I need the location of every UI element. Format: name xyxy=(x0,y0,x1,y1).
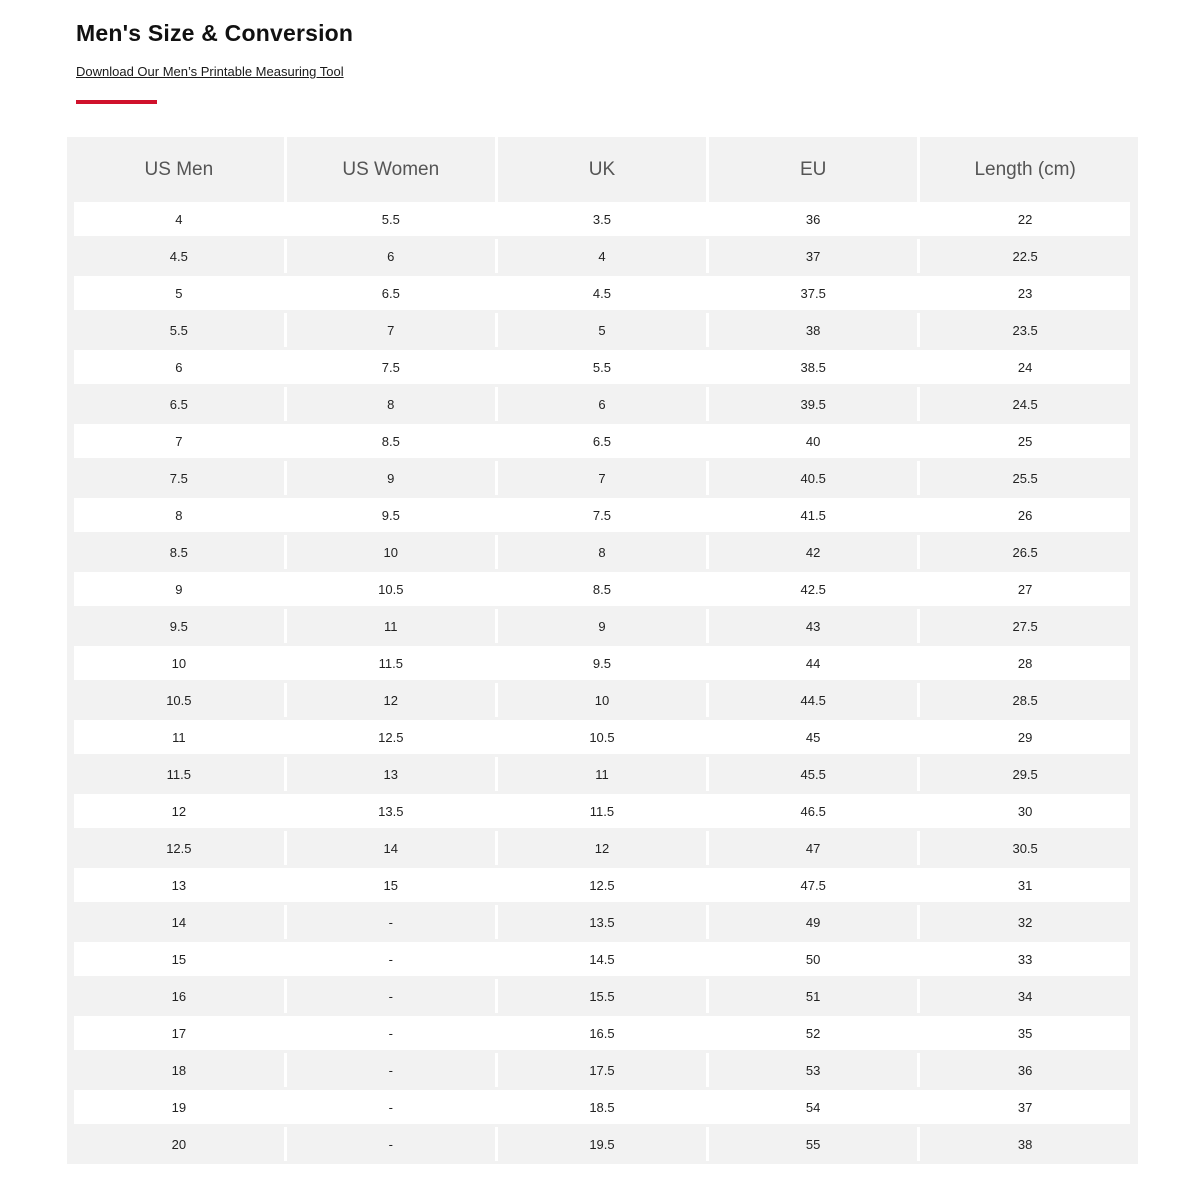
table-cell-uk: 7 xyxy=(496,460,707,497)
table-cell-us-women: - xyxy=(285,1089,496,1126)
table-cell-eu: 47.5 xyxy=(708,867,919,904)
table-cell-us-men: 6.5 xyxy=(74,386,285,423)
table-cell-eu: 37.5 xyxy=(708,275,919,312)
table-cell-uk: 8 xyxy=(496,534,707,571)
table-row xyxy=(74,793,1130,830)
table-cell-us-men: 16 xyxy=(74,978,285,1015)
table-cell-length-cm: 27.5 xyxy=(919,608,1130,645)
table-cell-length-cm: 26.5 xyxy=(919,534,1130,571)
table-cell-eu: 41.5 xyxy=(708,497,919,534)
table-cell-us-men: 12 xyxy=(74,793,285,830)
table-cell-uk: 5 xyxy=(496,312,707,349)
table-cell-eu: 38 xyxy=(708,312,919,349)
accent-divider xyxy=(76,100,157,104)
table-row xyxy=(74,941,1130,978)
table-cell-length-cm: 22 xyxy=(919,202,1130,238)
table-cell-uk: 5.5 xyxy=(496,349,707,386)
table-cell-us-women: 6 xyxy=(285,238,496,275)
table-cell-eu: 52 xyxy=(708,1015,919,1052)
table-cell-us-women: 13.5 xyxy=(285,793,496,830)
table-row xyxy=(74,978,1130,1015)
download-measuring-tool-link[interactable]: Download Our Men’s Printable Measuring Tool xyxy=(76,64,344,79)
table-cell-eu: 40 xyxy=(708,423,919,460)
table-cell-us-men: 11.5 xyxy=(74,756,285,793)
table-cell-eu: 51 xyxy=(708,978,919,1015)
table-header-row xyxy=(74,137,1130,202)
table-cell-eu: 45 xyxy=(708,719,919,756)
table-cell-eu: 39.5 xyxy=(708,386,919,423)
table-cell-us-women: 14 xyxy=(285,830,496,867)
table-row xyxy=(74,1052,1130,1089)
table-cell-eu: 45.5 xyxy=(708,756,919,793)
table-cell-uk: 17.5 xyxy=(496,1052,707,1089)
table-row xyxy=(74,682,1130,719)
table-cell-us-men: 9 xyxy=(74,571,285,608)
table-row xyxy=(74,386,1130,423)
table-row xyxy=(74,460,1130,497)
table-cell-uk: 15.5 xyxy=(496,978,707,1015)
table-cell-us-women: 8 xyxy=(285,386,496,423)
table-cell-uk: 19.5 xyxy=(496,1126,707,1163)
table-cell-uk: 6 xyxy=(496,386,707,423)
table-cell-us-men: 9.5 xyxy=(74,608,285,645)
table-cell-eu: 36 xyxy=(708,202,919,238)
table-cell-length-cm: 29 xyxy=(919,719,1130,756)
column-header-length-cm: Length (cm) xyxy=(974,158,1076,180)
table-cell-length-cm: 30.5 xyxy=(919,830,1130,867)
column-header-us-women: US Women xyxy=(285,137,496,202)
table-cell-length-cm: 28 xyxy=(919,645,1130,682)
table-cell-us-women: - xyxy=(285,941,496,978)
table-cell-us-men: 4 xyxy=(74,202,285,238)
table-cell-us-men: 20 xyxy=(74,1126,285,1163)
table-row xyxy=(74,756,1130,793)
size-conversion-table-container xyxy=(67,137,1138,1164)
table-cell-us-women: 11.5 xyxy=(285,645,496,682)
table-cell-us-women: 12 xyxy=(285,682,496,719)
table-cell-us-women: 11 xyxy=(285,608,496,645)
table-cell-uk: 16.5 xyxy=(496,1015,707,1052)
table-row xyxy=(74,1015,1130,1052)
table-cell-uk: 11 xyxy=(496,756,707,793)
table-cell-us-women: 12.5 xyxy=(285,719,496,756)
column-header-uk: UK xyxy=(496,137,707,202)
table-cell-us-women: 8.5 xyxy=(285,423,496,460)
page-title: Men's Size & Conversion xyxy=(76,20,354,46)
table-cell-length-cm: 31 xyxy=(919,867,1130,904)
table-cell-eu: 49 xyxy=(708,904,919,941)
table-row xyxy=(74,1089,1130,1126)
table-cell-uk: 9.5 xyxy=(496,645,707,682)
table-cell-length-cm: 34 xyxy=(919,978,1130,1015)
table-cell-us-men: 11 xyxy=(74,719,285,756)
table-cell-eu: 46.5 xyxy=(708,793,919,830)
table-cell-uk: 3.5 xyxy=(496,202,707,238)
table-cell-us-women: 7.5 xyxy=(285,349,496,386)
table-cell-us-women: 6.5 xyxy=(285,275,496,312)
table-cell-us-men: 19 xyxy=(74,1089,285,1126)
table-cell-length-cm: 37 xyxy=(919,1089,1130,1126)
size-conversion-table xyxy=(74,137,1130,1164)
table-cell-us-men: 7 xyxy=(74,423,285,460)
table-row xyxy=(74,312,1130,349)
table-cell-uk: 14.5 xyxy=(496,941,707,978)
table-cell-us-men: 18 xyxy=(74,1052,285,1089)
table-cell-us-men: 17 xyxy=(74,1015,285,1052)
table-cell-eu: 38.5 xyxy=(708,349,919,386)
table-cell-uk: 11.5 xyxy=(496,793,707,830)
table-cell-us-women: - xyxy=(285,978,496,1015)
table-cell-uk: 9 xyxy=(496,608,707,645)
table-cell-uk: 6.5 xyxy=(496,423,707,460)
table-cell-length-cm: 35 xyxy=(919,1015,1130,1052)
table-cell-us-men: 5 xyxy=(74,275,285,312)
table-row xyxy=(74,830,1130,867)
table-cell-eu: 43 xyxy=(708,608,919,645)
table-cell-uk: 18.5 xyxy=(496,1089,707,1126)
table-cell-eu: 37 xyxy=(708,238,919,275)
table-cell-us-men: 13 xyxy=(74,867,285,904)
table-cell-us-men: 7.5 xyxy=(74,460,285,497)
column-header-us-men: US Men xyxy=(74,137,285,202)
table-row xyxy=(74,238,1130,275)
table-cell-eu: 53 xyxy=(708,1052,919,1089)
table-cell-us-women: - xyxy=(285,1126,496,1163)
table-cell-us-men: 12.5 xyxy=(74,830,285,867)
table-cell-us-women: 9.5 xyxy=(285,497,496,534)
table-cell-us-men: 4.5 xyxy=(74,238,285,275)
table-row xyxy=(74,645,1130,682)
table-cell-eu: 47 xyxy=(708,830,919,867)
table-cell-uk: 8.5 xyxy=(496,571,707,608)
table-cell-us-women: 7 xyxy=(285,312,496,349)
table-cell-uk: 13.5 xyxy=(496,904,707,941)
table-row xyxy=(74,423,1130,460)
table-cell-length-cm: 24 xyxy=(919,349,1130,386)
table-cell-eu: 42 xyxy=(708,534,919,571)
table-cell-length-cm: 33 xyxy=(919,941,1130,978)
table-cell-eu: 50 xyxy=(708,941,919,978)
table-cell-us-men: 5.5 xyxy=(74,312,285,349)
table-cell-us-women: - xyxy=(285,1015,496,1052)
table-cell-uk: 4.5 xyxy=(496,275,707,312)
table-cell-us-men: 8.5 xyxy=(74,534,285,571)
table-cell-uk: 7.5 xyxy=(496,497,707,534)
table-row xyxy=(74,1126,1130,1163)
table-cell-us-women: 10.5 xyxy=(285,571,496,608)
table-row xyxy=(74,349,1130,386)
table-cell-length-cm: 38 xyxy=(919,1126,1130,1163)
table-cell-length-cm: 28.5 xyxy=(919,682,1130,719)
table-row xyxy=(74,275,1130,312)
table-cell-us-women: 5.5 xyxy=(285,202,496,238)
table-cell-eu: 44.5 xyxy=(708,682,919,719)
table-cell-us-men: 6 xyxy=(74,349,285,386)
table-cell-uk: 10 xyxy=(496,682,707,719)
table-cell-length-cm: 22.5 xyxy=(919,238,1130,275)
table-body xyxy=(74,202,1130,1163)
table-cell-uk: 4 xyxy=(496,238,707,275)
table-cell-uk: 10.5 xyxy=(496,719,707,756)
table-cell-us-men: 15 xyxy=(74,941,285,978)
table-cell-uk: 12 xyxy=(496,830,707,867)
table-cell-length-cm: 25 xyxy=(919,423,1130,460)
table-cell-us-women: 15 xyxy=(285,867,496,904)
table-cell-length-cm: 27 xyxy=(919,571,1130,608)
table-cell-eu: 54 xyxy=(708,1089,919,1126)
table-row xyxy=(74,608,1130,645)
table-cell-eu: 42.5 xyxy=(708,571,919,608)
table-cell-length-cm: 30 xyxy=(919,793,1130,830)
table-cell-length-cm: 26 xyxy=(919,497,1130,534)
table-cell-length-cm: 29.5 xyxy=(919,756,1130,793)
table-cell-length-cm: 23.5 xyxy=(919,312,1130,349)
table-row xyxy=(74,497,1130,534)
column-header-eu: EU xyxy=(708,137,919,202)
table-cell-length-cm: 36 xyxy=(919,1052,1130,1089)
table-cell-us-men: 10.5 xyxy=(74,682,285,719)
table-row xyxy=(74,202,1130,238)
table-cell-us-women: 9 xyxy=(285,460,496,497)
table-cell-us-women: 13 xyxy=(285,756,496,793)
table-cell-us-men: 8 xyxy=(74,497,285,534)
table-cell-length-cm: 23 xyxy=(919,275,1130,312)
table-cell-eu: 40.5 xyxy=(708,460,919,497)
table-cell-eu: 44 xyxy=(708,645,919,682)
table-cell-us-women: - xyxy=(285,1052,496,1089)
table-cell-length-cm: 24.5 xyxy=(919,386,1130,423)
table-cell-uk: 12.5 xyxy=(496,867,707,904)
table-row xyxy=(74,904,1130,941)
table-cell-us-women: - xyxy=(285,904,496,941)
table-row xyxy=(74,534,1130,571)
table-cell-us-men: 10 xyxy=(74,645,285,682)
table-row xyxy=(74,867,1130,904)
table-row xyxy=(74,719,1130,756)
table-cell-length-cm: 25.5 xyxy=(919,460,1130,497)
table-cell-us-women: 10 xyxy=(285,534,496,571)
table-cell-eu: 55 xyxy=(708,1126,919,1163)
table-cell-length-cm: 32 xyxy=(919,904,1130,941)
table-cell-us-men: 14 xyxy=(74,904,285,941)
table-row xyxy=(74,571,1130,608)
